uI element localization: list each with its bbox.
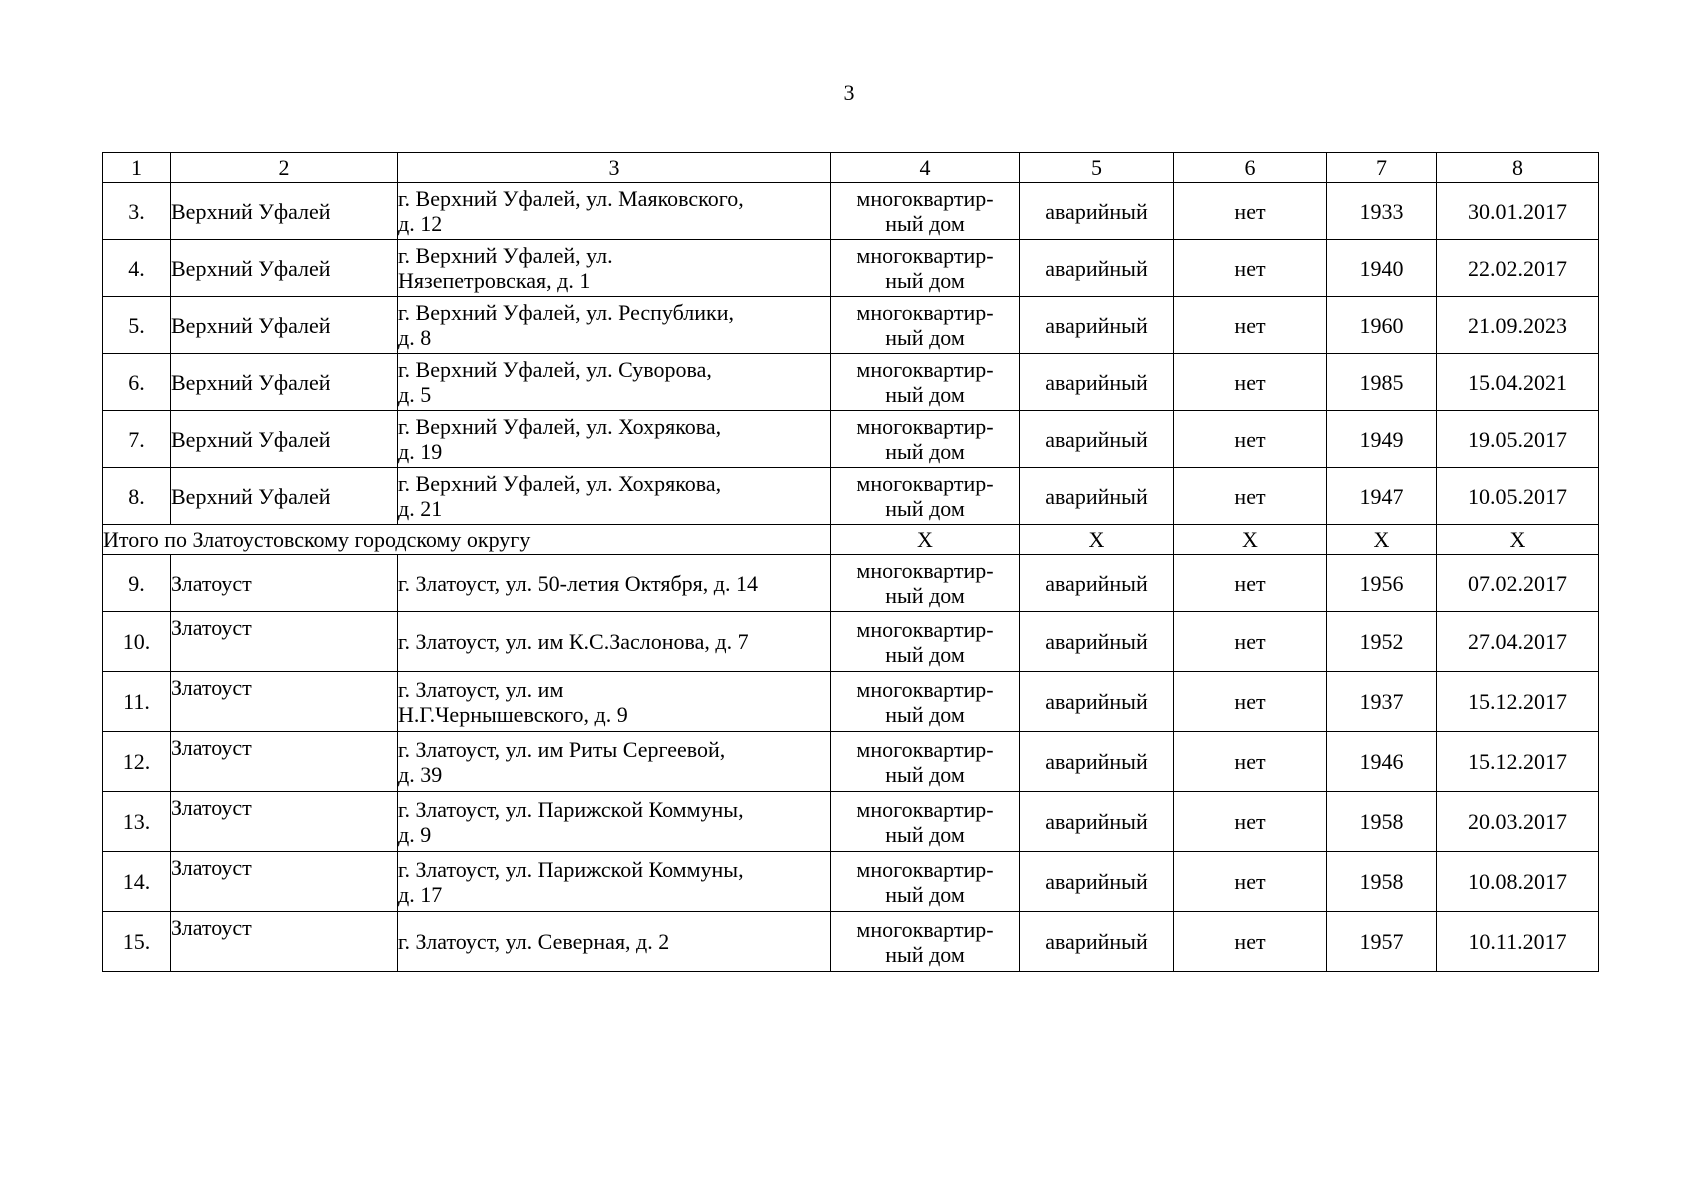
building-type-line-1: многоквартир- [856, 471, 994, 496]
building-type-cell [831, 612, 1020, 672]
condition-cell: аварийный [1020, 468, 1174, 525]
address-cell [398, 354, 831, 411]
total-mark: Х [1327, 525, 1437, 555]
building-type-line-1: многоквартир- [856, 186, 994, 211]
address-cell [398, 411, 831, 468]
municipality-cell: Златоуст [171, 555, 398, 612]
address-line-1: г. Златоуст, ул. 50-летия Октября, д. 14 [398, 570, 758, 596]
address-line-1: г. Златоуст, ул. Северная, д. 2 [398, 929, 670, 954]
table-row [103, 468, 1599, 525]
row-number: 9. [103, 555, 171, 612]
address-cell [398, 732, 831, 792]
year-cell: 1957 [1327, 912, 1437, 972]
address-line-2: д. 39 [398, 761, 443, 787]
condition-cell: аварийный [1020, 612, 1174, 672]
municipality-cell: Златоуст [171, 852, 398, 912]
municipality-cell: Златоуст [171, 672, 398, 732]
building-type-line-2: ный дом [885, 881, 965, 907]
table-row [103, 555, 1599, 612]
address-line-1: г. Златоуст, ул. им [398, 676, 564, 702]
row-number: 4. [103, 240, 171, 297]
column-number: 4 [831, 153, 1020, 183]
building-type-cell [831, 792, 1020, 852]
table-row [103, 297, 1599, 354]
table-row [103, 183, 1599, 240]
row-number: 15. [103, 912, 171, 972]
year-cell: 1958 [1327, 792, 1437, 852]
year-cell: 1949 [1327, 411, 1437, 468]
row-number: 14. [103, 852, 171, 912]
building-type-line-2: ный дом [885, 439, 965, 464]
address-cell [398, 555, 831, 612]
condition-cell: аварийный [1020, 732, 1174, 792]
address-line-1: г. Верхний Уфалей, ул. Суворова, [398, 357, 712, 382]
year-cell: 1933 [1327, 183, 1437, 240]
flag-cell: нет [1174, 672, 1327, 732]
building-type-cell [831, 297, 1020, 354]
year-cell: 1985 [1327, 354, 1437, 411]
row-number: 12. [103, 732, 171, 792]
table-row [103, 732, 1599, 792]
year-cell: 1946 [1327, 732, 1437, 792]
building-type-line-1: многоквартир- [856, 357, 994, 382]
flag-cell: нет [1174, 468, 1327, 525]
column-number: 3 [398, 153, 831, 183]
address-line-2: д. 5 [398, 382, 432, 407]
housing-register-table [102, 152, 1599, 972]
date-cell: 19.05.2017 [1437, 411, 1599, 468]
row-number: 11. [103, 672, 171, 732]
municipality-cell: Верхний Уфалей [171, 297, 398, 354]
building-type-cell [831, 852, 1020, 912]
row-number: 3. [103, 183, 171, 240]
year-cell: 1937 [1327, 672, 1437, 732]
total-mark: Х [831, 525, 1020, 555]
date-cell: 10.11.2017 [1437, 912, 1599, 972]
building-type-line-1: многоквартир- [856, 796, 994, 822]
address-cell [398, 612, 831, 672]
condition-cell: аварийный [1020, 792, 1174, 852]
flag-cell: нет [1174, 792, 1327, 852]
flag-cell: нет [1174, 411, 1327, 468]
address-cell [398, 852, 831, 912]
address-cell [398, 792, 831, 852]
date-cell: 15.12.2017 [1437, 672, 1599, 732]
address-cell [398, 240, 831, 297]
date-cell: 10.05.2017 [1437, 468, 1599, 525]
building-type-line-2: ный дом [885, 496, 965, 521]
address-line-1: г. Златоуст, ул. им К.С.Заслонова, д. 7 [398, 629, 749, 654]
column-number: 5 [1020, 153, 1174, 183]
municipality-cell: Верхний Уфалей [171, 468, 398, 525]
flag-cell: нет [1174, 240, 1327, 297]
table-row [103, 354, 1599, 411]
date-cell: 22.02.2017 [1437, 240, 1599, 297]
column-number: 1 [103, 153, 171, 183]
table-row [103, 792, 1599, 852]
condition-cell: аварийный [1020, 240, 1174, 297]
condition-cell: аварийный [1020, 672, 1174, 732]
date-cell: 15.04.2021 [1437, 354, 1599, 411]
year-cell: 1940 [1327, 240, 1437, 297]
building-type-line-2: ный дом [885, 382, 965, 407]
table-row [103, 852, 1599, 912]
building-type-cell [831, 672, 1020, 732]
row-number: 10. [103, 612, 171, 672]
date-cell: 07.02.2017 [1437, 555, 1599, 612]
table-row [103, 411, 1599, 468]
address-line-1: г. Златоуст, ул. им Риты Сергеевой, [398, 736, 726, 762]
flag-cell: нет [1174, 852, 1327, 912]
table-row [103, 672, 1599, 732]
condition-cell: аварийный [1020, 297, 1174, 354]
address-cell [398, 672, 831, 732]
address-line-2: д. 17 [398, 881, 443, 907]
municipality-cell: Златоуст [171, 612, 398, 672]
date-cell: 30.01.2017 [1437, 183, 1599, 240]
row-number: 7. [103, 411, 171, 468]
page-number: 3 [843, 80, 855, 105]
total-mark: Х [1174, 525, 1327, 555]
row-number: 5. [103, 297, 171, 354]
building-type-line-1: многоквартир- [856, 736, 994, 762]
flag-cell: нет [1174, 612, 1327, 672]
table-row [103, 912, 1599, 972]
building-type-line-2: ный дом [885, 941, 965, 967]
flag-cell: нет [1174, 297, 1327, 354]
address-line-2: д. 19 [398, 439, 443, 464]
address-line-1: г. Верхний Уфалей, ул. Хохрякова, [398, 471, 722, 496]
date-cell: 21.09.2023 [1437, 297, 1599, 354]
total-label: Итого по Златоустовскому городскому округу [103, 525, 831, 555]
building-type-line-2: ный дом [885, 821, 965, 847]
column-number: 8 [1437, 153, 1599, 183]
condition-cell: аварийный [1020, 411, 1174, 468]
building-type-line-1: многоквартир- [856, 558, 994, 583]
building-type-line-1: многоквартир- [856, 916, 994, 942]
address-line-2: д. 21 [398, 496, 443, 521]
table-row [103, 240, 1599, 297]
row-number: 8. [103, 468, 171, 525]
building-type-cell [831, 183, 1020, 240]
municipality-cell: Верхний Уфалей [171, 354, 398, 411]
building-type-cell [831, 411, 1020, 468]
building-type-line-2: ный дом [885, 325, 965, 350]
column-number: 6 [1174, 153, 1327, 183]
total-row [103, 525, 1599, 555]
address-cell [398, 468, 831, 525]
building-type-line-2: ный дом [885, 268, 965, 293]
building-type-cell [831, 912, 1020, 972]
flag-cell: нет [1174, 912, 1327, 972]
address-line-1: г. Верхний Уфалей, ул. Хохрякова, [398, 414, 722, 439]
address-line-1: г. Верхний Уфалей, ул. Республики, [398, 300, 734, 325]
address-line-2: Нязепетровская, д. 1 [398, 268, 591, 293]
address-line-1: г. Верхний Уфалей, ул. [398, 243, 613, 268]
row-number: 6. [103, 354, 171, 411]
total-mark: Х [1437, 525, 1599, 555]
municipality-cell: Верхний Уфалей [171, 411, 398, 468]
address-line-2: д. 9 [398, 821, 432, 847]
year-cell: 1952 [1327, 612, 1437, 672]
building-type-cell [831, 555, 1020, 612]
building-type-line-2: ный дом [885, 211, 965, 236]
condition-cell: аварийный [1020, 183, 1174, 240]
column-number: 7 [1327, 153, 1437, 183]
building-type-cell [831, 732, 1020, 792]
condition-cell: аварийный [1020, 354, 1174, 411]
year-cell: 1958 [1327, 852, 1437, 912]
table-row [103, 612, 1599, 672]
building-type-line-2: ный дом [885, 641, 965, 667]
building-type-line-1: многоквартир- [856, 414, 994, 439]
address-cell [398, 183, 831, 240]
address-line-2: д. 12 [398, 211, 443, 236]
building-type-line-1: многоквартир- [856, 676, 994, 702]
address-cell [398, 297, 831, 354]
total-mark: Х [1020, 525, 1174, 555]
date-cell: 27.04.2017 [1437, 612, 1599, 672]
building-type-line-1: многоквартир- [856, 856, 994, 882]
address-cell [398, 912, 831, 972]
municipality-cell: Златоуст [171, 792, 398, 852]
flag-cell: нет [1174, 555, 1327, 612]
column-number-row [103, 153, 1599, 183]
building-type-line-1: многоквартир- [856, 616, 994, 642]
column-number: 2 [171, 153, 398, 183]
building-type-line-1: многоквартир- [856, 243, 994, 268]
building-type-line-1: многоквартир- [856, 300, 994, 325]
address-line-1: г. Верхний Уфалей, ул. Маяковского, [398, 186, 744, 211]
date-cell: 10.08.2017 [1437, 852, 1599, 912]
address-line-2: Н.Г.Чернышевского, д. 9 [398, 701, 628, 727]
date-cell: 15.12.2017 [1437, 732, 1599, 792]
year-cell: 1960 [1327, 297, 1437, 354]
municipality-cell: Златоуст [171, 912, 398, 972]
condition-cell: аварийный [1020, 852, 1174, 912]
building-type-line-2: ный дом [885, 583, 965, 608]
date-cell: 20.03.2017 [1437, 792, 1599, 852]
address-line-1: г. Златоуст, ул. Парижской Коммуны, [398, 796, 744, 822]
flag-cell: нет [1174, 732, 1327, 792]
condition-cell: аварийный [1020, 555, 1174, 612]
building-type-cell [831, 354, 1020, 411]
condition-cell: аварийный [1020, 912, 1174, 972]
municipality-cell: Верхний Уфалей [171, 240, 398, 297]
building-type-line-2: ный дом [885, 761, 965, 787]
municipality-cell: Златоуст [171, 732, 398, 792]
building-type-cell [831, 240, 1020, 297]
table-body [103, 153, 1599, 972]
row-number: 13. [103, 792, 171, 852]
year-cell: 1947 [1327, 468, 1437, 525]
year-cell: 1956 [1327, 555, 1437, 612]
building-type-line-2: ный дом [885, 701, 965, 727]
address-line-2: д. 8 [398, 325, 432, 350]
flag-cell: нет [1174, 354, 1327, 411]
municipality-cell: Верхний Уфалей [171, 183, 398, 240]
building-type-cell [831, 468, 1020, 525]
flag-cell: нет [1174, 183, 1327, 240]
address-line-1: г. Златоуст, ул. Парижской Коммуны, [398, 856, 744, 882]
